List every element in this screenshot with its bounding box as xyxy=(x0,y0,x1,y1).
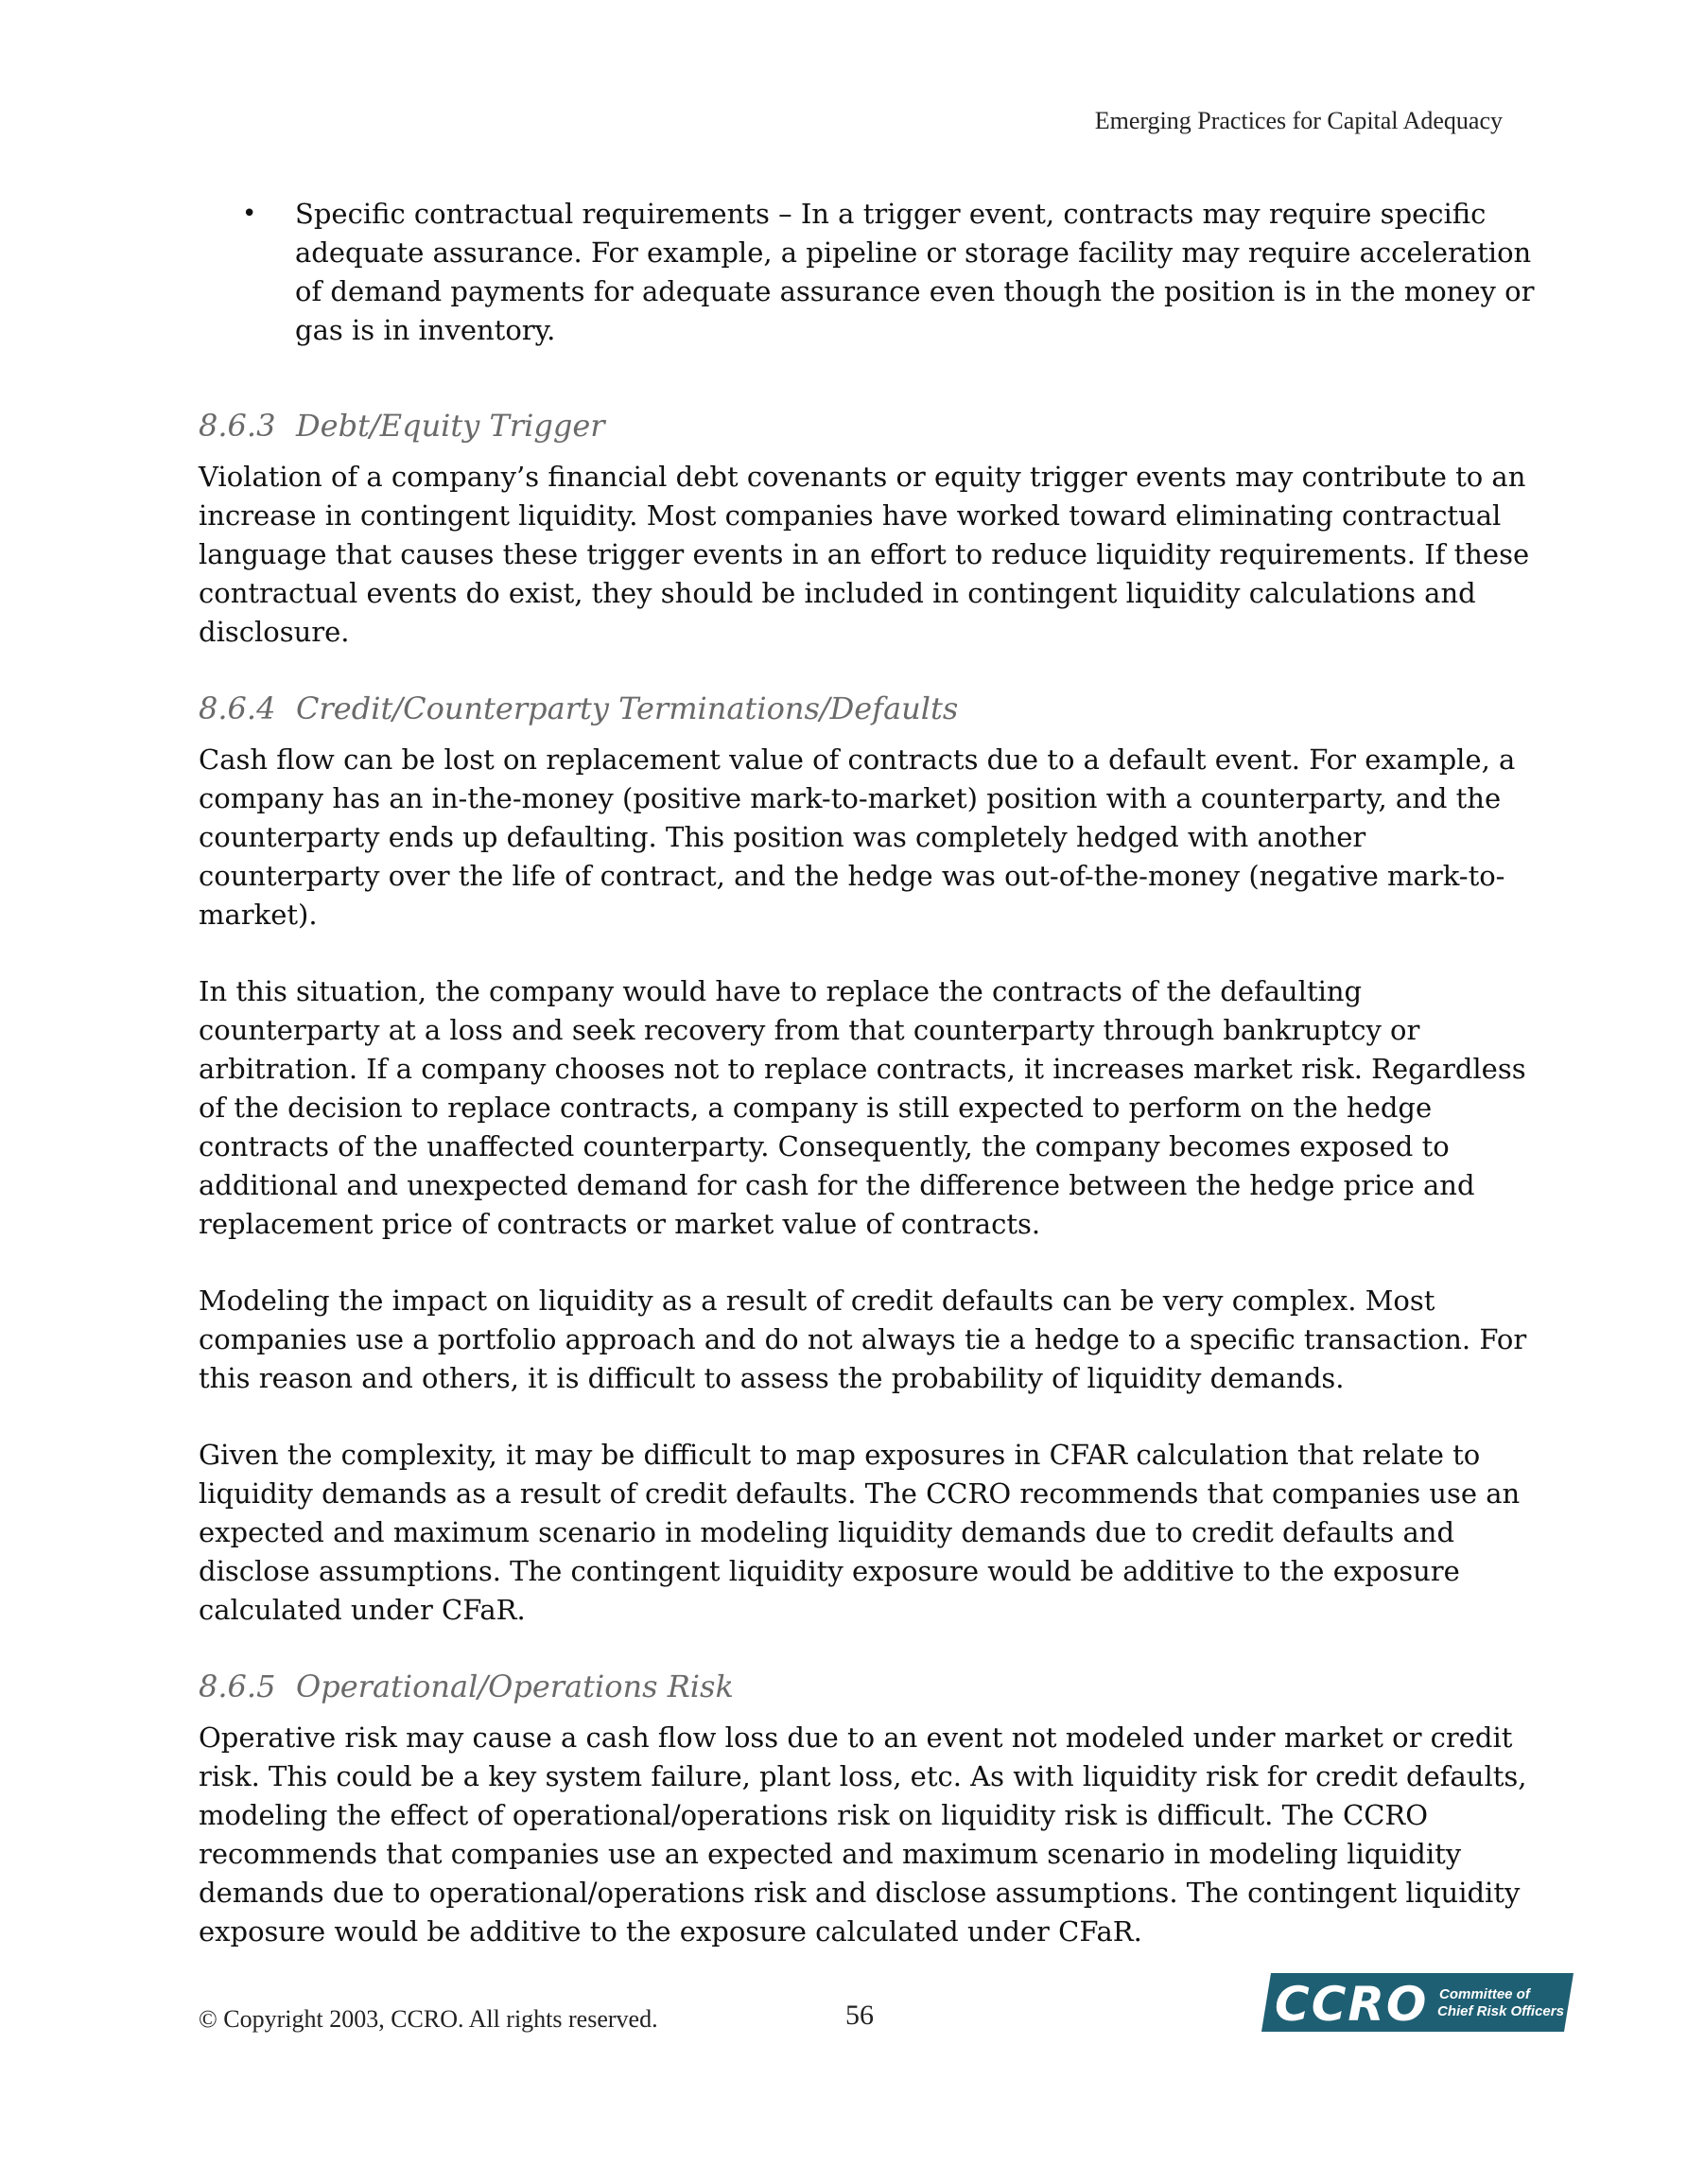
paragraph: Violation of a company’s financial debt covenants or equity trigger events may contribute to an increase in contingent liquidity. Most companies have worked toward eliminating contractual language that causes these trigger events in an effort to reduce liquidity requirements. If these contractual events do exist, they should be included in contingent liquidity calculations and disclosure. xyxy=(199,461,1530,648)
paragraph: Cash flow can be lost on replacement value of contracts due to a default event. For example, a company has an in-the-money (positive mark-to-market) position with a counterparty, and the counterparty ends up defaulting. This position was completely hedged with another counterparty over the life of contract, and the hedge was out-of-the-money (negative mark-to-market). xyxy=(199,743,1516,931)
running-header: Emerging Practices for Capital Adequacy xyxy=(1094,107,1503,134)
section-number: 8.6.5 xyxy=(199,1669,276,1704)
page-content xyxy=(199,195,1539,1989)
logo-subtitle-1: Committee of xyxy=(1439,1986,1530,2002)
bullet-icon: • xyxy=(242,200,257,228)
section-title: Operational/Operations Risk xyxy=(296,1669,734,1704)
bullet-item xyxy=(199,195,1539,350)
section-number: 8.6.4 xyxy=(199,690,276,726)
section-title: Credit/Counterparty Terminations/Defaults xyxy=(296,690,959,726)
logo-subtitle-2: Chief Risk Officers xyxy=(1437,2003,1564,2019)
footer-copyright: © Copyright 2003, CCRO. All rights reserved. xyxy=(199,2005,658,2033)
page-number: 56 xyxy=(845,2000,874,2031)
section-number: 8.6.3 xyxy=(199,408,276,444)
logo-text: CCRO xyxy=(1275,1977,1429,2032)
section-title: Debt/Equity Trigger xyxy=(296,408,605,444)
bullet-text: Specific contractual requirements – In a trigger event, contracts may require specific adequate assurance. For example, a pipeline or storage facility may require acceleration of demand payments for adequate assurance even though the position is in the money or gas is in inventory. xyxy=(295,198,1535,346)
paragraph: Modeling the impact on liquidity as a result of credit defaults can be very complex. Most companies use a portfolio approach and do not always tie a hedge to a specific transaction. For this reason and others, it is difficult to assess the probability of liquidity demands. xyxy=(199,1284,1527,1394)
paragraph: In this situation, the company would have to replace the contracts of the defaulting counterparty at a loss and seek recovery from that counterparty through bankruptcy or arbitration. If a company chooses not to replace contracts, it increases market risk. Regardless of the decision to replace contracts, a company is still expected to perform on the hedge contracts of the unaffected counterparty. Consequently, the company becomes exposed to additional and unexpected demand for cash for the difference between the hedge price and replacement price of contracts or market value of contracts. xyxy=(199,975,1526,1240)
ccro-logo xyxy=(1261,1973,1574,2032)
section-heading-8-6-3 xyxy=(199,405,1539,446)
section-heading-8-6-5 xyxy=(199,1666,1539,1707)
section-heading-8-6-4 xyxy=(199,688,1539,729)
paragraph: Operative risk may cause a cash flow loss due to an event not modeled under market or credit risk. This could be a key system failure, plant loss, etc. As with liquidity risk for credit defaults, modeling the effect of operational/operations risk on liquidity risk is difficult. The CCRO recommends that companies use an expected and maximum scenario in modeling liquidity demands due to operational/operations risk and disclose assumptions. The contingent liquidity exposure would be additive to the exposure calculated under CFaR. xyxy=(199,1721,1527,1948)
paragraph: Given the complexity, it may be difficult to map exposures in CFAR calculation that relate to liquidity demands as a result of credit defaults. The CCRO recommends that companies use an expected and maximum scenario in modeling liquidity demands due to credit defaults and disclose assumptions. The contingent liquidity exposure would be additive to the exposure calculated under CFaR. xyxy=(199,1439,1521,1626)
